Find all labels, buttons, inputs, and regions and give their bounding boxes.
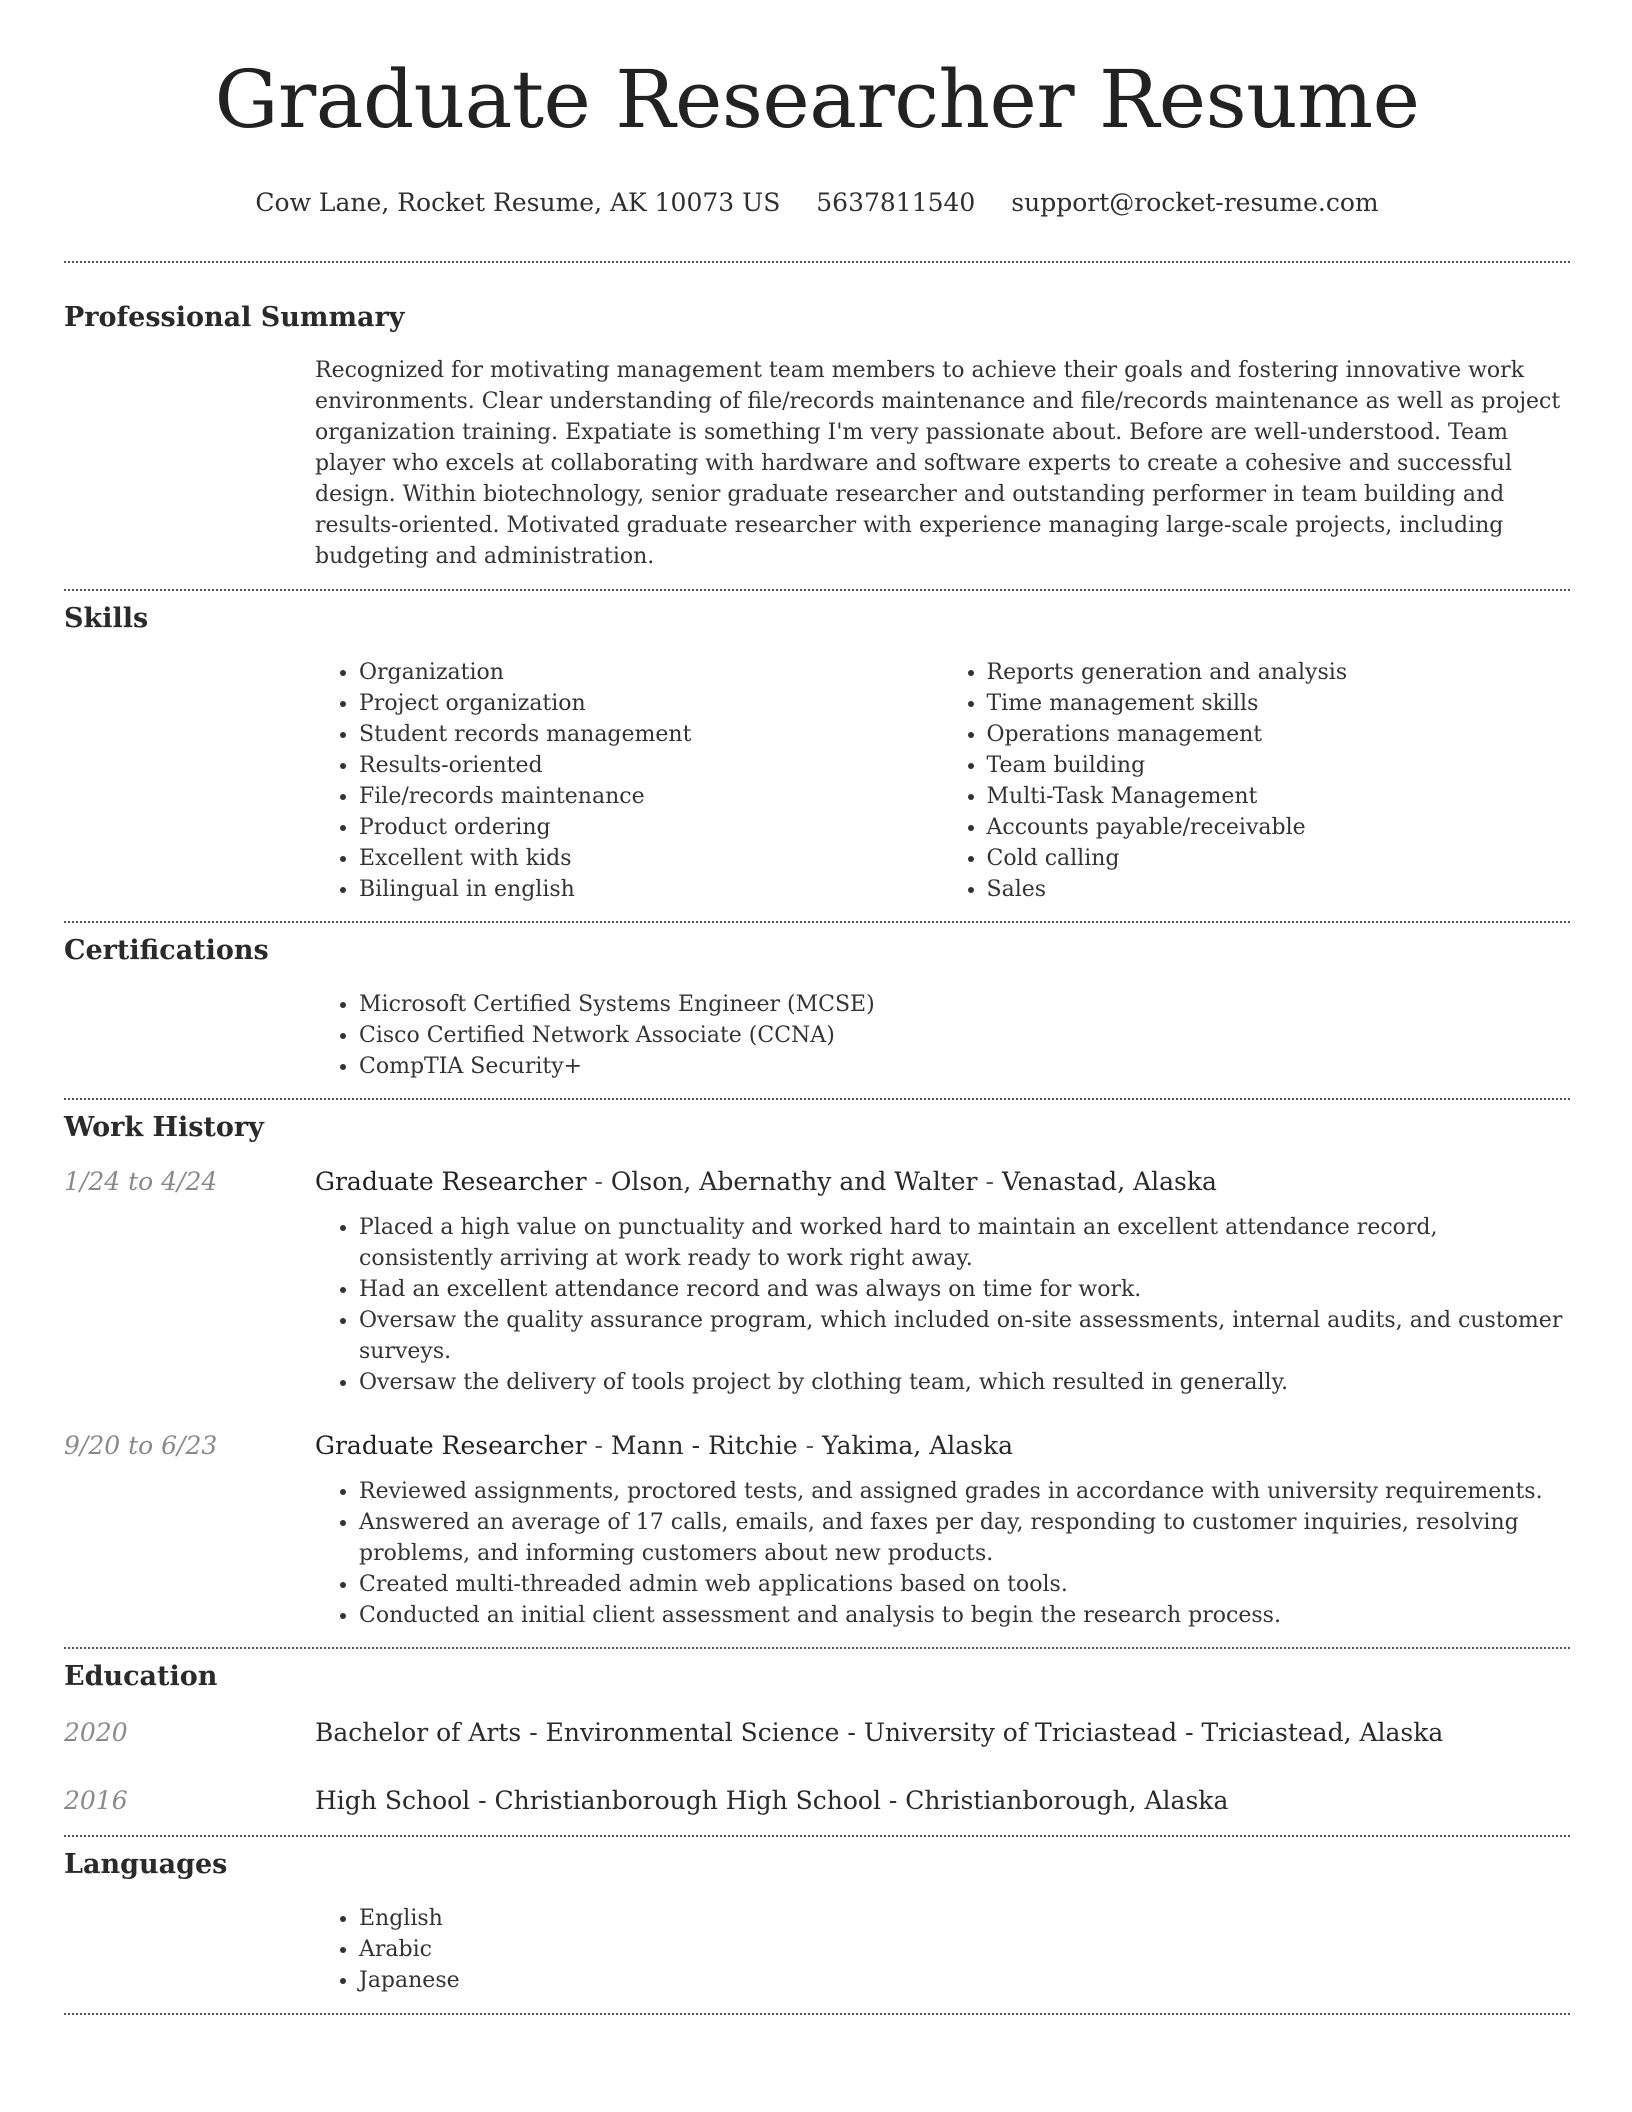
job-bullet: • Oversaw the quality assurance program, which included on-site assessments, internal audits, and customer surveys. (359, 1305, 1570, 1367)
education-year: 2016 (64, 1786, 128, 1815)
language-item: • Japanese (359, 1965, 1570, 1996)
job-bullet-list (315, 1476, 1570, 1631)
education-entry (64, 1784, 1570, 1818)
language-item: • Arabic (359, 1934, 1570, 1965)
job-heading: Graduate Researcher - Mann - Ritchie - Yakima, Alaska (315, 1431, 1014, 1460)
divider (64, 2013, 1570, 2015)
skill-item: • Reports generation and analysis (987, 657, 1571, 688)
language-item: • English (359, 1903, 1570, 1934)
education-details: High School - Christianborough High School - Christianborough, Alaska (315, 1786, 1229, 1815)
certifications-heading: Certifications (64, 935, 269, 966)
languages-section (64, 1837, 1570, 1996)
job-duties (315, 1212, 1570, 1398)
job-location: Yakima, Alaska (822, 1431, 1014, 1460)
education-details: Bachelor of Arts - Environmental Science - University of Triciastead - Triciastead, Alaska (315, 1718, 1444, 1747)
education-section (64, 1649, 1570, 1818)
contact-line (64, 186, 1570, 220)
skills-columns (315, 657, 1570, 905)
contact-address: Cow Lane, Rocket Resume, AK 10073 US (255, 188, 781, 217)
languages-list (315, 1903, 1570, 1996)
certification-item: • Cisco Certified Network Associate (CCNA) (359, 1020, 1570, 1051)
job-dates: 1/24 to 4/24 (64, 1167, 218, 1196)
skill-item: • Excellent with kids (359, 843, 943, 874)
skill-item: • Results-oriented (359, 750, 943, 781)
skill-item: • Sales (987, 874, 1571, 905)
job-duties (315, 1476, 1570, 1631)
job-location: Venastad, Alaska (1001, 1167, 1217, 1196)
contact-email: support@rocket-resume.com (1011, 188, 1379, 217)
job-heading: Graduate Researcher - Olson, Abernathy and Walter - Venastad, Alaska (315, 1167, 1217, 1196)
skill-item: • Student records management (359, 719, 943, 750)
education-heading: Education (64, 1661, 218, 1692)
work-history-section (64, 1100, 1570, 1631)
job-bullet: • Placed a high value on punctuality and worked hard to maintain an excellent attendance record, consistently arriving at work ready to work right away. (359, 1212, 1570, 1274)
contact-phone: 5637811540 (816, 188, 976, 217)
certifications-content (315, 989, 1570, 1082)
education-year: 2020 (64, 1718, 128, 1747)
certifications-list (315, 989, 1570, 1082)
skills-list-right (943, 657, 1571, 905)
work-history-heading: Work History (64, 1112, 264, 1143)
job-bullet: • Had an excellent attendance record and was always on time for work. (359, 1274, 1570, 1305)
skill-item: • Multi-Task Management (987, 781, 1571, 812)
skill-item: • Accounts payable/receivable (987, 812, 1571, 843)
skills-heading: Skills (64, 603, 149, 634)
skill-item: • Team building (987, 750, 1571, 781)
resume-title: Graduate Researcher Resume (214, 53, 1420, 146)
job-bullet: • Reviewed assignments, proctored tests, and assigned grades in accordance with university requirements. (359, 1476, 1570, 1507)
skill-item: • Organization (359, 657, 943, 688)
job-employer: Olson, Abernathy and Walter (610, 1167, 978, 1196)
skill-item: • Product ordering (359, 812, 943, 843)
skill-item: • Bilingual in english (359, 874, 943, 905)
summary-heading: Professional Summary (64, 302, 405, 333)
certifications-section (64, 923, 1570, 1082)
skill-item: • Operations management (987, 719, 1571, 750)
skill-item: • File/records maintenance (359, 781, 943, 812)
summary-text: Recognized for motivating management team members to achieve their goals and fostering innovative work environments. Clear understanding of file/records maintenance and file/records maintenance as well as project organization training. Expatiate is something I'm very passionate about. Before are well-understood. Team player who excels at collaborating with hardware and software experts to create a cohesive and successful design. Within biotechnology, senior graduate researcher and outstanding performer in team building and results-oriented. Motivated graduate researcher with experience managing large-scale projects, including budgeting and administration. (315, 358, 1561, 569)
skills-section (64, 591, 1570, 905)
certification-item: • CompTIA Security+ (359, 1051, 1570, 1082)
job-title: Graduate Researcher (315, 1431, 587, 1460)
job-bullet: • Answered an average of 17 calls, emails, and faxes per day, responding to customer inquiries, resolving problems, and informing customers about new products. (359, 1507, 1570, 1569)
job-entry (64, 1429, 1570, 1631)
job-title: Graduate Researcher (315, 1167, 587, 1196)
resume-page (64, 0, 1570, 2015)
job-header (64, 1429, 1570, 1463)
job-dates: 9/20 to 6/23 (64, 1431, 218, 1460)
education-entry (64, 1716, 1570, 1750)
skill-item: • Cold calling (987, 843, 1571, 874)
skill-item: • Project organization (359, 688, 943, 719)
job-bullet: • Created multi-threaded admin web applications based on tools. (359, 1569, 1570, 1600)
summary-section (64, 263, 1570, 572)
job-bullet-list (315, 1212, 1570, 1398)
job-header (64, 1165, 1570, 1199)
languages-heading: Languages (64, 1849, 228, 1880)
skills-list-left (315, 657, 943, 905)
job-bullet: • Oversaw the delivery of tools project by clothing team, which resulted in generally. (359, 1367, 1570, 1398)
job-entry (64, 1165, 1570, 1398)
languages-content (315, 1903, 1570, 1996)
certification-item: • Microsoft Certified Systems Engineer (MCSE) (359, 989, 1570, 1020)
job-employer: Mann - Ritchie (610, 1431, 798, 1460)
skill-item: • Time management skills (987, 688, 1571, 719)
job-bullet: • Conducted an initial client assessment and analysis to begin the research process. (359, 1600, 1570, 1631)
